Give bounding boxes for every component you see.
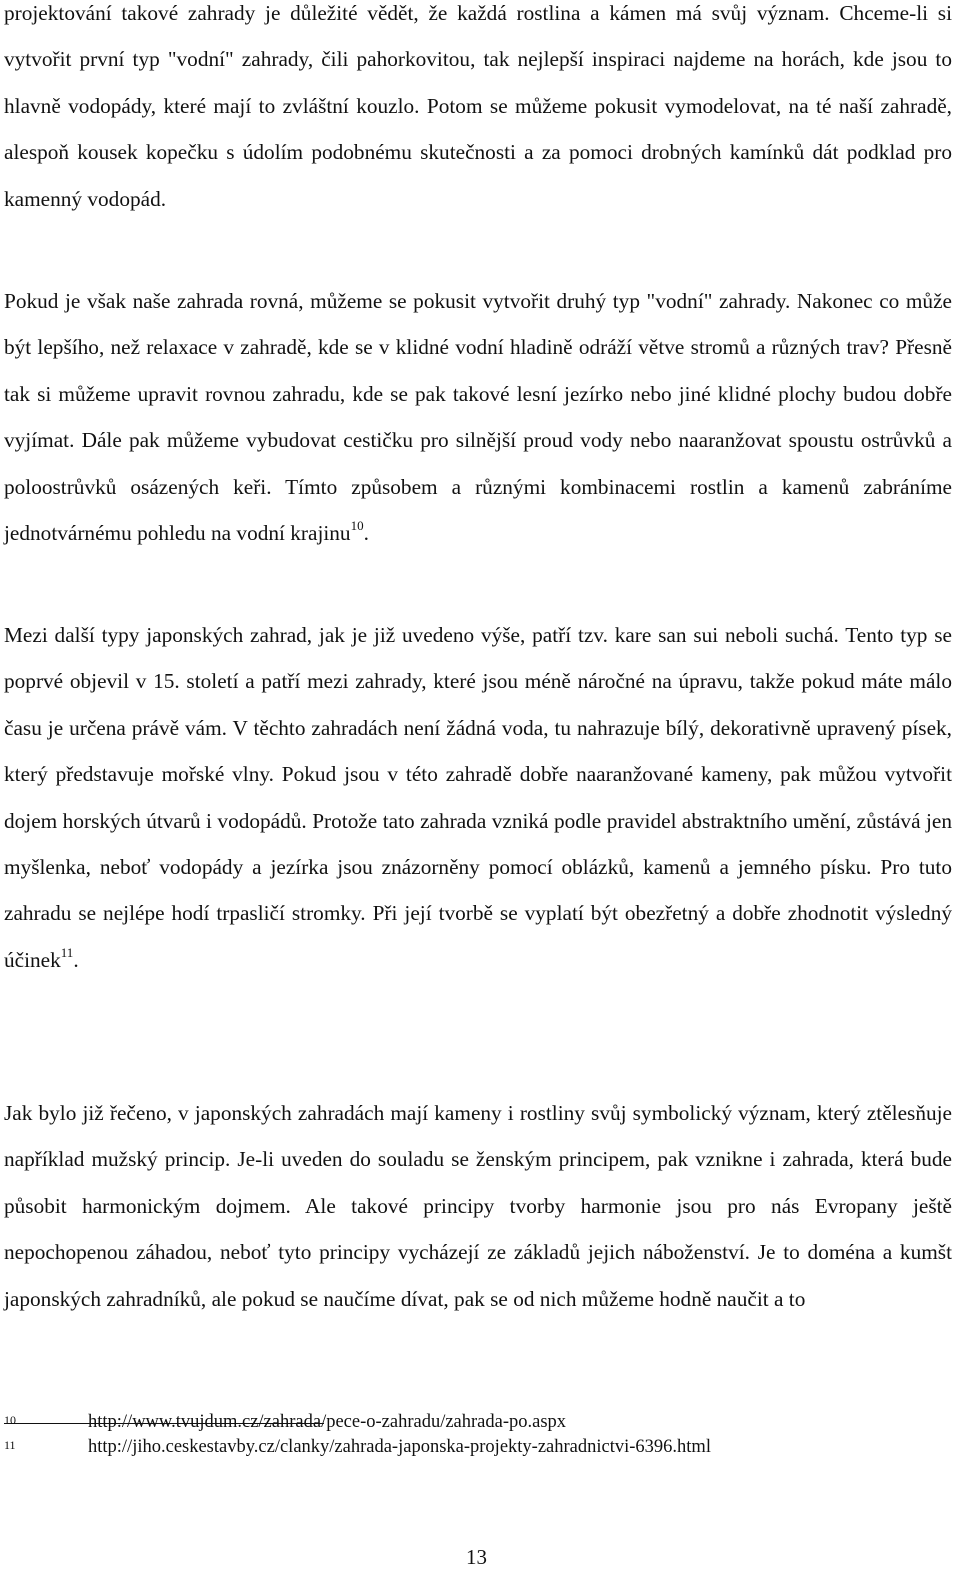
paragraph-water-garden-hilly (4, 0, 952, 222)
page-number: 13 (466, 1545, 487, 1569)
paragraph-dry-garden (4, 612, 952, 983)
paragraph-symbolism (4, 1090, 952, 1322)
paragraph-text: Pokud je však naše zahrada rovná, můžeme se pokusit vytvořit druhý typ "vodní" zahrady. Nakonec co může být lepšího, než relaxace v zahradě, kde se v klidné vodní hladině odráží větve stromů a různých trav? Přesně tak si můžeme upravit rovnou zahradu, kde se pak takové lesní jezírko nebo jiné klidné plochy budou dobře vyjímat. Dále pak můžeme vybudovat cestičku pro silnější proud vody nebo naaranžovat spoustu ostrůvků a poloostrůvků osázených keři. Tímto způsobem a různými kombinacemi rostlin a kamenů zabráníme jednotvárnému pohledu na vodní krajinu (4, 289, 952, 546)
footnote-link[interactable]: http://jiho.ceskestavby.cz/clanky/zahrada-japonska-projekty-zahradnictvi-6396.html (88, 1437, 711, 1457)
footnote-link[interactable]: http://www.tvujdum.cz/zahrada/pece-o-zahradu/zahrada-po.aspx (88, 1412, 567, 1432)
paragraph-text: projektování takové zahrady je důležité vědět, že každá rostlina a kámen má svůj význam. Chceme-li si vytvořit první typ "vodní" zahrady, čili pahorkovitou, tak nejlepší inspiraci najdeme na horách, kde jsou to hlavně vodopády, které mají to zvláštní kouzlo. Potom se můžeme pokusit vymodelovat, na té naší zahradě, alespoň kousek kopečku s údolím podobnému skutečnosti a za pomoci drobných kamínků dát podklad pro kamenný vodopád. (4, 1, 952, 211)
paragraph-water-garden-flat (4, 278, 952, 556)
paragraph-end-punctuation: . (363, 521, 369, 546)
footnote-reference-10[interactable]: 10 (350, 517, 364, 533)
paragraph-text: Mezi další typy japonských zahrad, jak je již uvedeno výše, patří tzv. kare san sui neboli suchá. Tento typ se poprvé objevil v 15. století a patří mezi zahrady, které jsou méně náročné na úpravu, takže pokud máte málo času je určena právě vám. V těchto zahradách není žádná voda, tu nahrazuje bílý, dekorativně upravený písek, který představuje mořské vlny. Pokud jsou v této zahradě dobře naaranžované kameny, pak můžou vytvořit dojem horských útvarů i vodopádů. Protože tato zahrada vzniká podle pravidel abstraktního umění, zůstává jen myšlenka, neboť vodopády a jezírka jsou znázorněny pomocí oblázků, kamenů a jemného písku. Pro tuto zahradu se nejlépe hodí trpasličí stromky. Při její tvorbě se vyplatí být obezřetný a dobře zhodnotit výsledný účinek (4, 623, 952, 972)
footnote-number: 10 (4, 1413, 16, 1427)
paragraph-end-punctuation: . (73, 947, 79, 972)
footnote-reference-11[interactable]: 11 (60, 944, 74, 960)
footnote-number: 11 (4, 1438, 16, 1452)
paragraph-text: Jak bylo již řečeno, v japonských zahradách mají kameny i rostliny svůj symbolický význam, který ztělesňuje například mužský princip. Je-li uveden do souladu se ženským principem, pak vznikne i zahrada, která bude působit harmonickým dojmem. Ale takové principy tvorby harmonie jsou pro nás Evropany ještě nepochopenou záhadou, neboť tyto principy vycházejí ze základů jejich náboženství. Je to doména a kumšt japonských zahradníků, ale pokud se naučíme dívat, pak se od nich můžeme hodně naučit a to (4, 1101, 952, 1311)
